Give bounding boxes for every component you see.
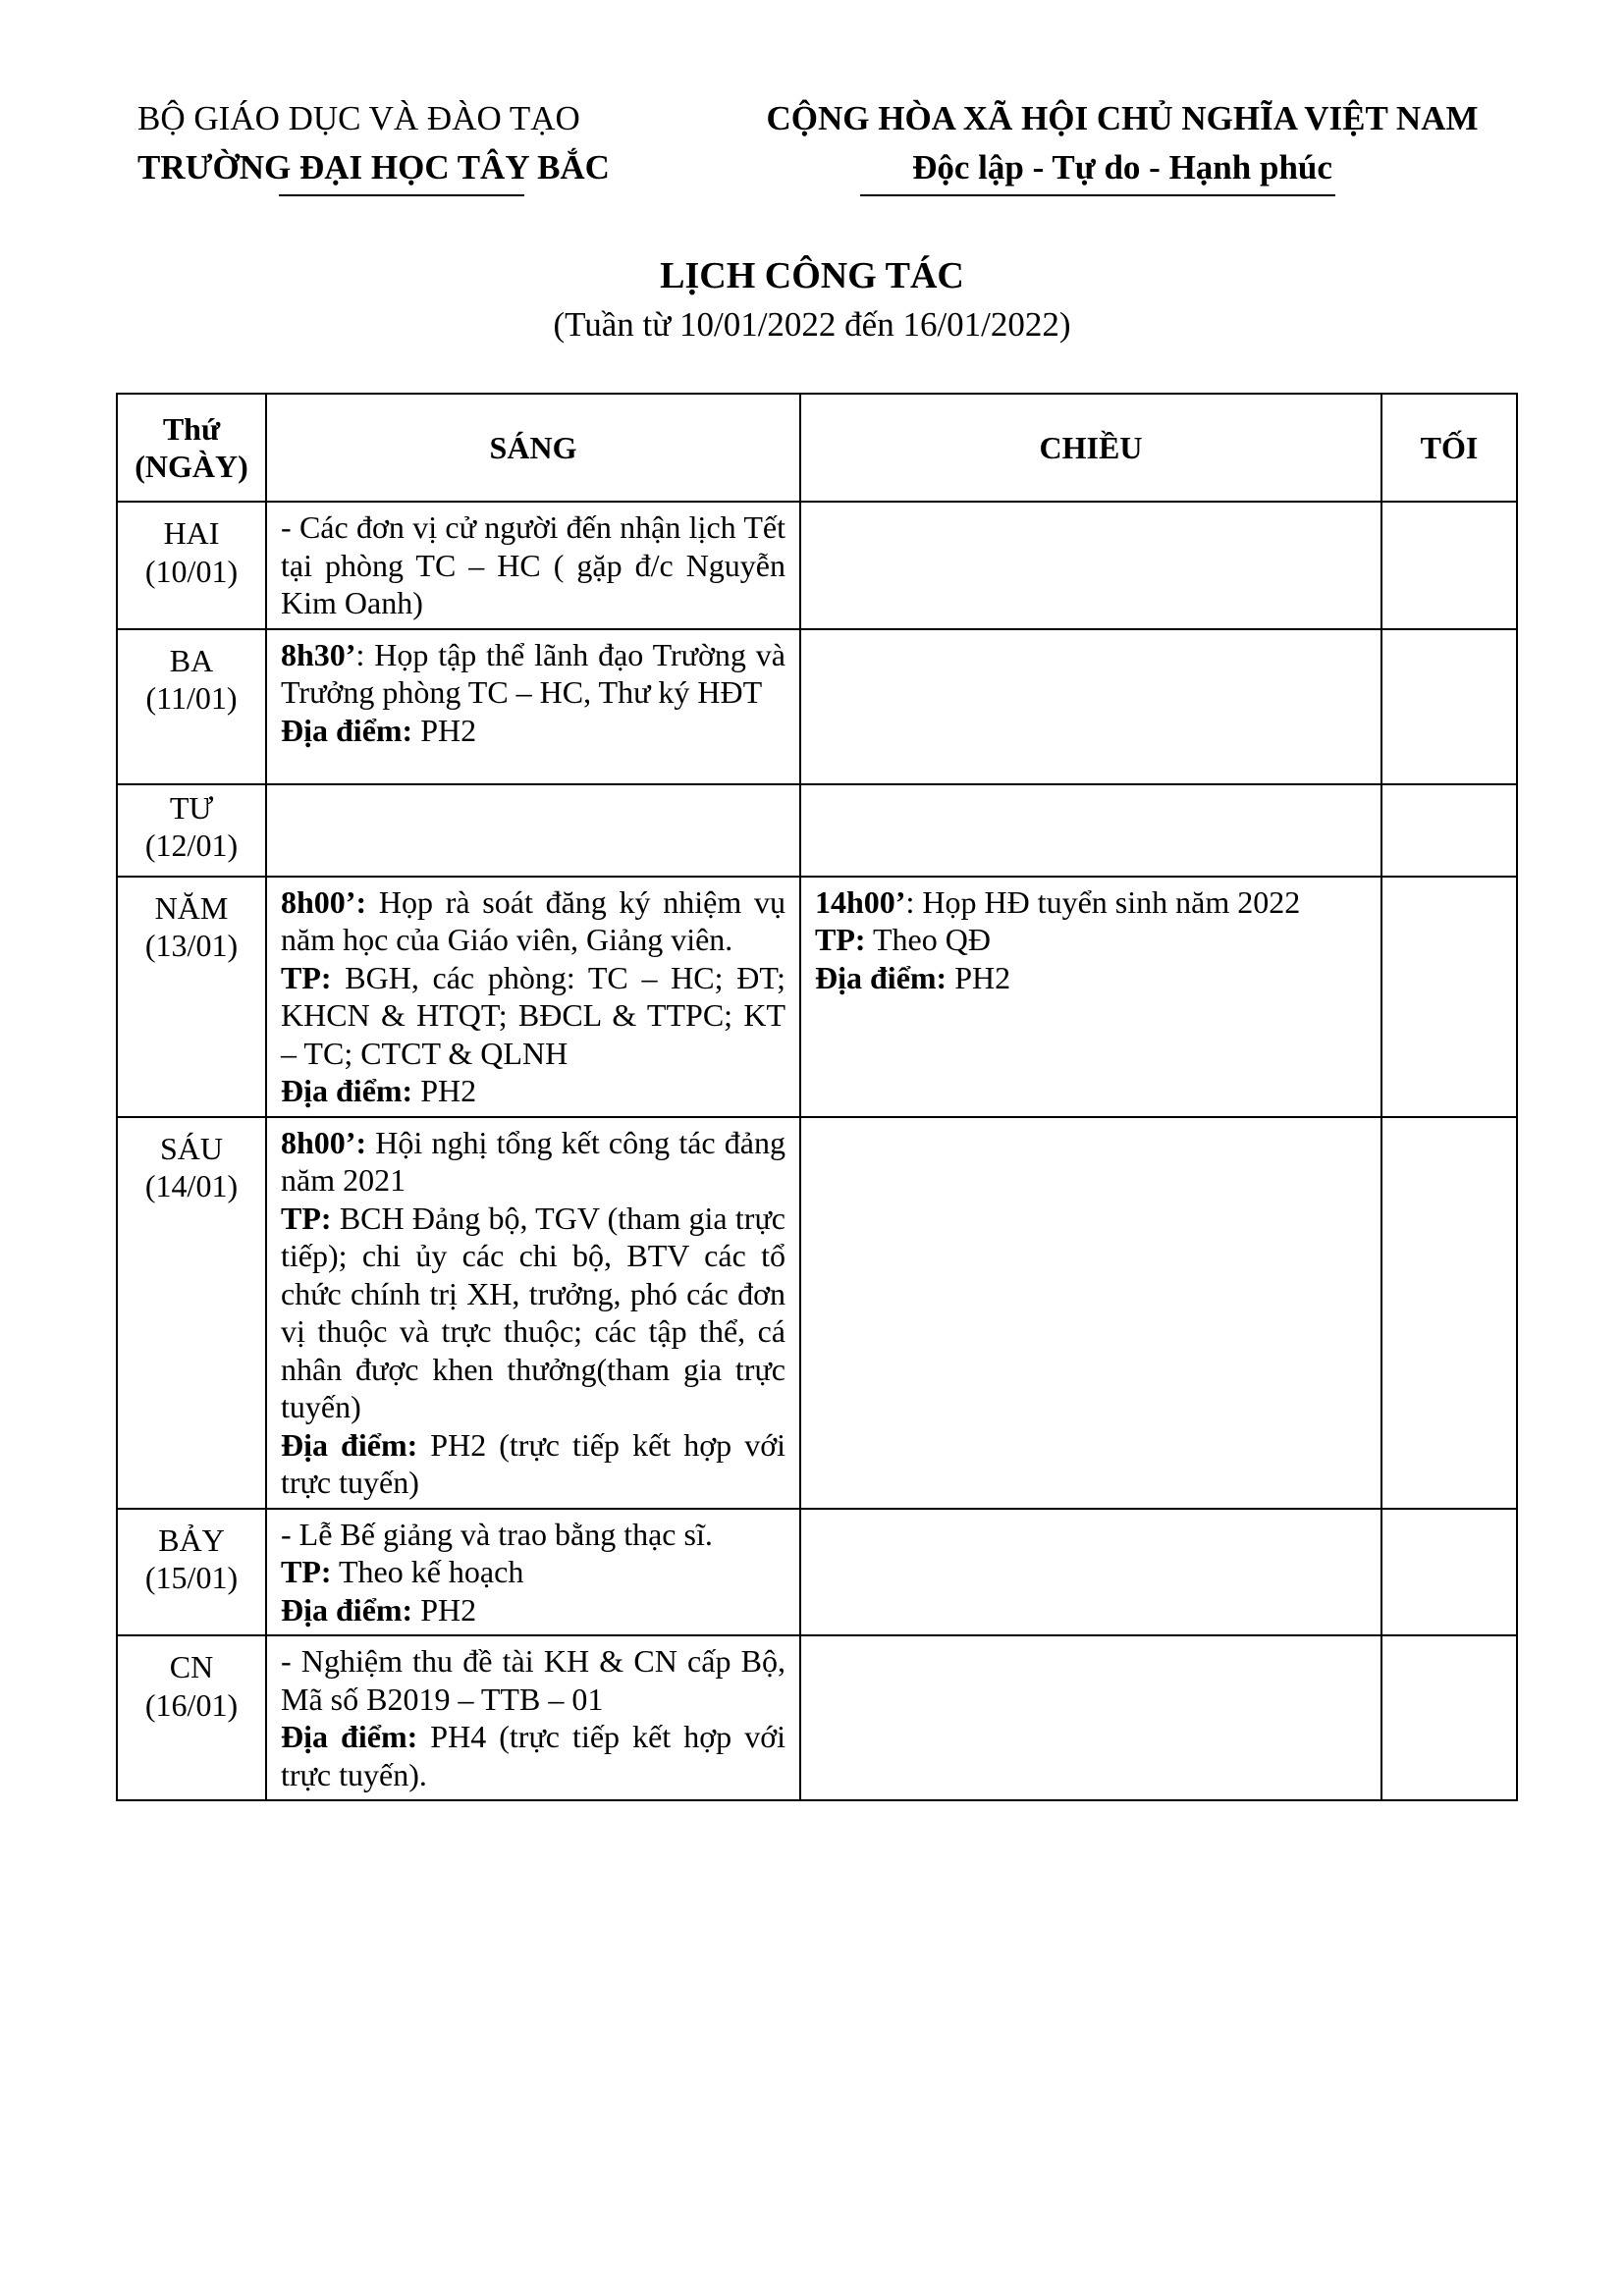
day-cell [117, 1635, 266, 1800]
day-name: BẢY [158, 1522, 225, 1558]
schedule-entry [815, 883, 1367, 922]
day-cell [117, 784, 266, 877]
entry-text: - Lễ Bế giảng và trao bằng thạc sĩ. [281, 1516, 713, 1552]
participants-entry [815, 921, 1367, 959]
document-title: LỊCH CÔNG TÁC [660, 255, 964, 296]
participants-entry [281, 1200, 785, 1426]
header-day [117, 394, 266, 502]
ministry-name: BỘ GIÁO DỤC VÀ ĐÀO TẠO [137, 99, 580, 137]
schedule-entry [281, 1124, 785, 1200]
schedule-entry [281, 1516, 785, 1554]
entry-text: : Họp HĐ tuyển sinh năm 2022 [905, 883, 1301, 920]
country-name: CỘNG HÒA XÃ HỘI CHỦ NGHĨA VIỆT NAM [766, 99, 1479, 137]
afternoon-cell [800, 629, 1381, 784]
day-cell [117, 1117, 266, 1509]
national-block [734, 94, 1510, 192]
entry-text: Theo QĐ [865, 922, 991, 957]
day-name: TƯ [169, 789, 214, 826]
entry-text: PH2 [412, 1073, 477, 1108]
header-day-label: Thứ [162, 410, 221, 447]
evening-cell [1381, 502, 1517, 629]
entry-text: PH2 [412, 712, 477, 748]
day-cell [117, 877, 266, 1117]
entry-text: - Nghiệm thu đề tài KH & CN cấp Bộ, Mã số B2019 – TTB – 01 [281, 1643, 785, 1717]
entry-text: PH2 (trực tiếp kết hợp với trực tuyến) [281, 1426, 785, 1500]
afternoon-cell [800, 1509, 1381, 1636]
afternoon-cell [800, 1635, 1381, 1800]
table-row [117, 502, 1517, 629]
university-name: TRƯỜNG ĐẠI HỌC TÂY BẮC [137, 148, 610, 187]
participants-entry [281, 1553, 785, 1591]
evening-cell [1381, 1509, 1517, 1636]
day-name: HAI [163, 515, 220, 551]
afternoon-cell [800, 1117, 1381, 1509]
entry-label: TP: [281, 1200, 332, 1236]
header-date-label: (NGÀY) [135, 449, 248, 484]
evening-cell [1381, 1635, 1517, 1800]
entry-label: 8h30’ [281, 636, 356, 672]
header-morning: SÁNG [266, 394, 800, 502]
entry-text: PH2 [947, 959, 1011, 995]
entry-text: : Họp tập thể lãnh đạo Trường và Trưởng phòng TC – HC, Thư ký HĐT [281, 636, 785, 710]
morning-cell [266, 629, 800, 784]
entry-label: Địa điểm: [281, 1719, 418, 1754]
afternoon-cell [800, 877, 1381, 1117]
day-date: (14/01) [144, 1168, 239, 1203]
national-motto: Độc lập - Tự do - Hạnh phúc [912, 148, 1332, 187]
entry-text: - Các đơn vị cử người đến nhận lịch Tết tại phòng TC – HC ( gặp đ/c Nguyễn Kim Oanh) [281, 509, 785, 620]
header-afternoon: CHIỀU [800, 394, 1381, 502]
entry-text: Họp rà soát đăng ký nhiệm vụ năm học của Giáo viên, Giảng viên. [281, 883, 785, 957]
table-row [117, 784, 1517, 877]
location-entry [281, 1426, 785, 1502]
day-date: (12/01) [144, 828, 239, 863]
afternoon-cell [800, 502, 1381, 629]
table-header-row [117, 394, 1517, 502]
issuer-block [137, 94, 610, 192]
morning-cell [266, 1117, 800, 1509]
day-date: (13/01) [144, 928, 239, 963]
morning-cell [266, 1509, 800, 1636]
table-row [117, 1509, 1517, 1636]
day-name: CN [169, 1649, 214, 1684]
entry-text: PH4 (trực tiếp kết hợp với trực tuyến). [281, 1719, 785, 1792]
location-entry [815, 959, 1367, 997]
location-entry [281, 1591, 785, 1629]
day-name: NĂM [154, 889, 229, 926]
document-subtitle: (Tuần từ 10/01/2022 đến 16/01/2022) [553, 305, 1071, 344]
schedule-entry [281, 636, 785, 712]
entry-label: 14h00’ [815, 883, 906, 920]
entry-label: Địa điểm: [815, 959, 947, 995]
day-date: (16/01) [144, 1686, 239, 1723]
day-cell [117, 629, 266, 784]
entry-label: TP: [281, 1554, 332, 1589]
morning-cell [266, 877, 800, 1117]
schedule-entry [281, 1642, 785, 1718]
entry-label: Địa điểm: [281, 1426, 418, 1463]
evening-cell [1381, 784, 1517, 877]
table-row [117, 1117, 1517, 1509]
schedule-entry [281, 508, 785, 622]
entry-label: Địa điểm: [281, 712, 413, 748]
location-entry [281, 1718, 785, 1793]
morning-cell [266, 1635, 800, 1800]
schedule-table [116, 393, 1518, 1801]
table-row [117, 629, 1517, 784]
day-cell [117, 502, 266, 629]
motto-underline [860, 194, 1335, 196]
afternoon-cell [800, 784, 1381, 877]
entry-text: BGH, các phòng: TC – HC; ĐT; KHCN & HTQT; BĐCL & TTPC; KT – TC; CTCT & QLNH [281, 959, 785, 1071]
day-name: BA [169, 642, 214, 678]
day-date: (10/01) [144, 553, 239, 589]
table-row [117, 877, 1517, 1117]
day-name: SÁU [159, 1130, 223, 1166]
evening-cell [1381, 1117, 1517, 1509]
header-evening: TỐI [1381, 394, 1517, 502]
day-date: (15/01) [144, 1560, 239, 1595]
entry-label: Địa điểm: [281, 1073, 413, 1108]
entry-text: Theo kế hoạch [331, 1554, 524, 1589]
issuer-underline [279, 194, 524, 196]
schedule-entry [281, 883, 785, 959]
entry-label: 8h00’: [281, 1124, 367, 1160]
evening-cell [1381, 877, 1517, 1117]
evening-cell [1381, 629, 1517, 784]
morning-cell [266, 502, 800, 629]
entry-label: TP: [281, 959, 332, 995]
day-cell [117, 1509, 266, 1636]
participants-entry [281, 959, 785, 1073]
location-entry [281, 712, 785, 750]
location-entry [281, 1072, 785, 1110]
morning-cell [266, 784, 800, 877]
entry-text: BCH Đảng bộ, TGV (tham gia trực tiếp); chi ủy các chi bộ, BTV các tổ chức chính trị XH, trưởng, phó các đơn vị thuộc và trực thuộc; các tập thể, cá nhân được khen thưởng(tham gia trực tuyến) [281, 1200, 785, 1424]
entry-text: PH2 [412, 1591, 477, 1628]
entry-label: 8h00’: [281, 883, 367, 920]
table-row [117, 1635, 1517, 1800]
day-date: (11/01) [145, 680, 238, 716]
entry-label: TP: [815, 922, 866, 957]
entry-label: Địa điểm: [281, 1591, 413, 1628]
entry-text: Hội nghị tổng kết công tác đảng năm 2021 [281, 1124, 785, 1198]
